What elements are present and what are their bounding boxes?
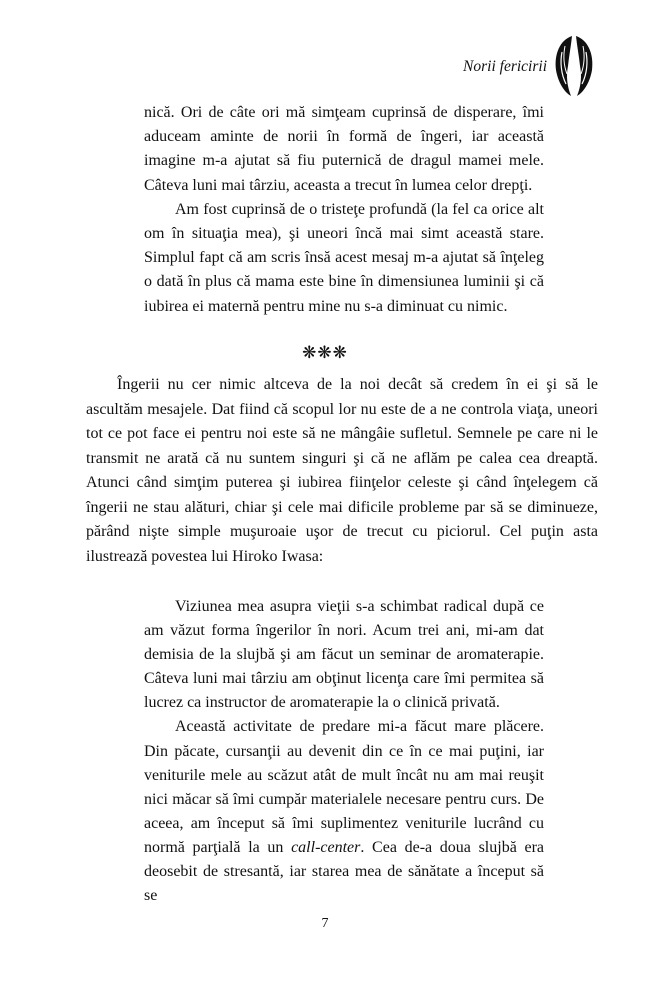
quote-bottom-p2-text-b: . Cea de-a doua slujbă era deosebit de stresantă, iar starea mea de sănătate a început să se: [144, 838, 544, 905]
angel-wings-icon: [550, 30, 598, 100]
quote-bottom-paragraph-1: Viziunea mea asupra vieţii s-a schimbat radical după ce am văzut forma îngerilor în nori. Acum trei ani, mi-am dat demisia de la slujbă şi am făcut un seminar de aromaterapie. Câteva luni mai târziu am obţinut licenţa care îmi permitea să lucrez ca instructor de aromaterapie la o clinică privată.: [144, 598, 544, 712]
quote-top-paragraph-1: nică. Ori de câte ori mă simţeam cuprinsă de disperare, îmi aduceam aminte de norii în formă de îngeri, iar această imagine m-a ajutat să fiu puternică de dragul mamei mele. Câteva luni mai târziu, aceasta a trecut în lumea celor drepţi.: [144, 104, 544, 194]
section-separator: ❋❋❋: [302, 343, 348, 362]
quote-top-block: [144, 101, 544, 319]
quote-top-paragraph-2: Am fost cuprinsă de o tristeţe profundă (la fel ca orice alt om în situaţia mea), şi uneori încă mai simt această stare. Simplul fapt că am scris însă acest mesaj m-a ajutat să înţeleg o dată în plus că mama este bine în dimensiunea luminii şi că iubirea ei maternă pentru mine nu s-a diminuat cu nimic.: [144, 200, 544, 315]
quote-bottom-paragraph-2: [144, 715, 544, 908]
quote-bottom-block: [144, 595, 544, 908]
body-paragraph: Îngerii nu cer nimic altceva de la noi decât să credem în ei şi să le ascultăm mesajele. Dat fiind că scopul lor nu este de a ne controla viaţa, uneori tot ce pot face ei pentru noi este să ne mângâie sufletul. Semnele pe care ni le transmit ne arată că nu suntem singuri şi că ne aflăm pe calea cea dreaptă. Atunci când simţim puterea şi iubirea fiinţelor celeste şi când înţelegem că îngerii ne stau alături, chiar şi cele mai dificile probleme par să se diminueze, părând nişte simple muşuroaie uşor de trecut cu piciorul. Cel puţin asta ilustrează povestea lui Hiroko Iwasa:: [86, 376, 598, 565]
quote-bottom-p2-text-a: Această activitate de predare mi-a făcut mare plăcere. Din păcate, cursanţii au devenit din ce în ce mai puţini, iar veniturile mele au scăzut atât de mult încât nu am mai reuşit nici măcar să îmi cumpăr materialele necesare pentru curs. De aceea, am început să îmi suplimentez veniturile lucrând cu normă parţială la un: [144, 718, 544, 856]
running-header-title: Norii fericirii: [463, 58, 547, 75]
page-number: 7: [321, 916, 329, 931]
body-text-block: [86, 373, 598, 569]
quote-bottom-p2-italic: call-center: [291, 838, 361, 856]
